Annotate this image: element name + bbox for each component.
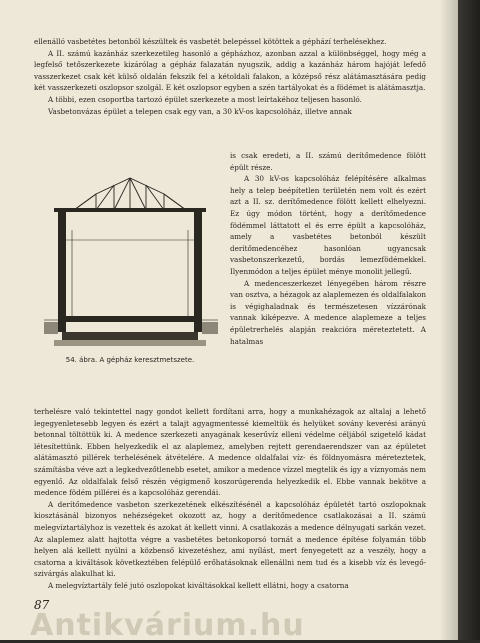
paragraph: A melegvíztartály felé jutó oszlopokat kiváltásokkal kellett ellátni, hogy a csatorna [48, 580, 349, 590]
paragraph: ellenálló vasbetétes betonból készültek és vasbetét belepéssel kötöttek a géphází terhelésekhez. [34, 37, 387, 46]
paragraph: Vasbetonvázas épület a telepen csak egy van, a 30 kV-os kapcsolóház, illetve annak [48, 106, 352, 116]
paragraph: A derítőmedence vasbeton szerkezetének elkészítésénél a kapcsolóház épületét tartó oszlopoknak kiosztásánál bizonyos nehézségeket okozott az, hogy a derítőmedence csatlakozásai a II. számú melegvíztartályhoz is vezettek és azokat át kellett vinni. A csatlakozás a medence délnyugati sarkán vezet. Az alaplemez alatt hajtotta végre a vasbetétes betonkoporsó tornát a medence építése folyamán több helyen alá kellett nyúlni a közbenső kivezetéshez, ami nyílást, mert fenyegetett az a veszély, hogy a csatorna a kiváltások következtében felépülő erőhatásoknak ellenállni nem tud és a kisebb víz és levegő-szivárgás alakulhat ki. [34, 499, 426, 579]
watermark-text: Antikvárium.hu [30, 608, 305, 643]
paragraph: A II. számú kazánház szerkezetileg hasonló a gépházhoz, azonban azzal a különbséggel, hogy még a legfelső tetőszerkezete kizárólag a gépház falazatán nyugszik, addig a kazánház három hajóját lefedő vasszerkezet csak két külső oldalán fekszik fel a kétoldali falakon, a középső rész alátámasztására pedig két vasszerkezeti oszlopsor szolgál. E két oszlopsor egyben a szén tartályokat és a födémet is alátámasztja. [34, 48, 426, 93]
figure-engine-house-cross-section [34, 170, 226, 356]
watermark [0, 608, 480, 643]
paragraph: A 30 kV-os kapcsolóház felépítésére alkalmas hely a telep beépítetlen területén nem volt és ezért azt a II. sz. derítőmedence fölött kellett elhelyezni. Ez úgy módon történt, hogy a derítőmedence födémmel láttatott el és erre épült a kapcsolóház, amely a vasbetétes betonból készült derítőmedencéhez hasonlóan ugyancsak vasbetonszerkezetű, bordás lemezfödémekkel. Ilyenmódon a teljes épület ménye monolit jellegű. [230, 174, 426, 276]
body-text-bottom [34, 406, 426, 592]
page-number: 87 [34, 598, 50, 612]
paragraph: terhelésre való tekintettel nagy gondot kellett fordítani arra, hogy a munkahézagok az altalaj a lehető legegyenletesebb legyen és ezért a talajt agyagmentessé kiemeltük és helyüket sovány keverési arányú betonnal töltöttük ki. A medence szerkezeti anyagának keserűvíz elleni védelme céljából szigetelő kádat létesítettünk. Ebben helyezkedik el az alaplemez, amelyben rejtett gerendaerendszer van az épületet alátámasztó pillérek terhelésének átvételére. A medence oldalfalai víz- és földnyomásra méreteztetek, számításba véve azt a legkedvezőtlenebb esetet, amikor a medence vízzel megtelik és így a víznyomás nem egyenlő. Az oldalfalak felső részén végigmenő koszorúgerenda helyezkedik el. Ebbe vannak bekötve a medence födém pillérei és a kapcsolóház gerendái. [34, 407, 426, 498]
paragraph: A többi, ezen csoportba tartozó épület szerkezete a most leírtakéhoz teljesen hasonló. [48, 94, 362, 104]
cross-section-drawing [34, 170, 226, 356]
paragraph: is csak eredeti, a II. számú derítőmedence fölött épült része. [230, 151, 426, 172]
paragraph: A medenceszerkezet lényegében három részre van osztva, a hézagok az alaplemezen és oldalfalakon is végighaladnak és természetesen vízzárónak vannak kiképezve. A medence alaplemeze a teljes épületrerhelés alapján reakcióra méreteztetett. A hatalmas [230, 278, 426, 346]
body-text-top [34, 36, 426, 117]
book-spine-shadow [458, 0, 480, 640]
body-text-right-column [230, 150, 426, 347]
figure-caption: 54. ábra. A gépház keresztmetszete. [65, 356, 195, 364]
